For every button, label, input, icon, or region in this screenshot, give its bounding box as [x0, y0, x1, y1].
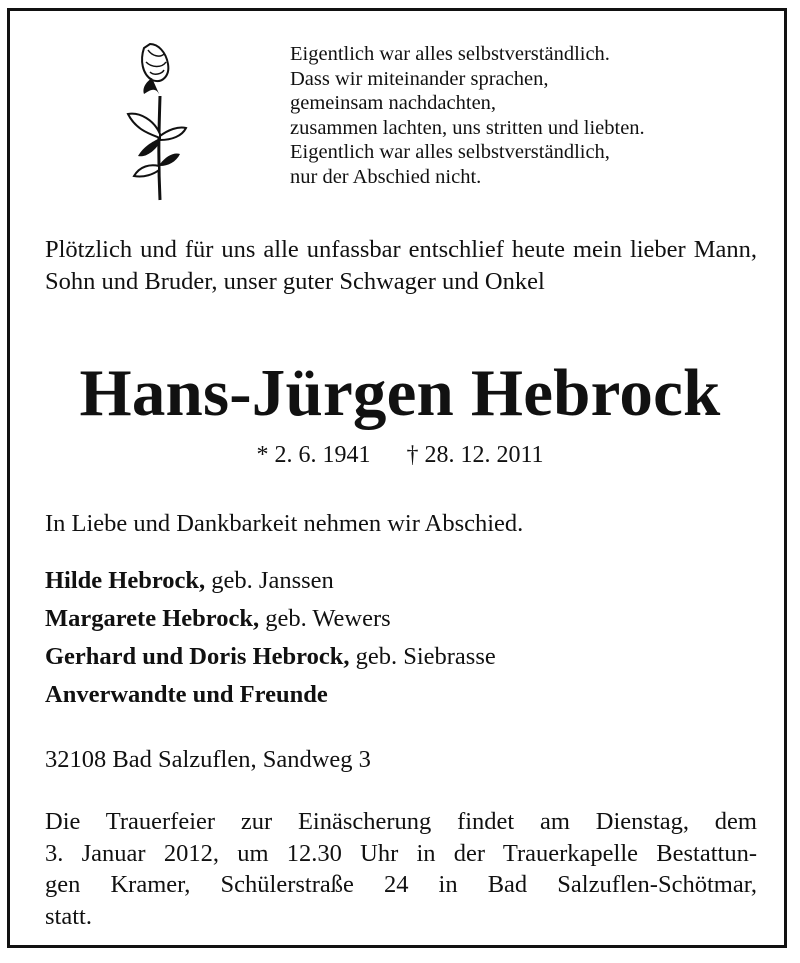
deceased-name: Hans-Jürgen Hebrock: [79, 356, 721, 430]
mourner-entry: [45, 638, 496, 676]
mourner-maiden-name: geb. Wewers: [259, 605, 391, 632]
poem-line: Dass wir miteinander sprachen,: [290, 67, 549, 90]
mourner-name: Hilde Hebrock,: [45, 567, 206, 594]
poem-line: nur der Abschied nicht.: [290, 165, 482, 188]
poem-line: zusammen lachten, uns stritten und liebten.: [290, 116, 645, 139]
intro-text: Plötzlich und für uns alle unfassbar entschlief heute mein lieber Mann, Sohn und Bruder, unser guter Schwager und Onkel: [45, 236, 757, 295]
poem-line: gemeinsam nachdachten,: [290, 92, 497, 115]
farewell-text: In Liebe und Dankbarkeit nehmen wir Abschied.: [45, 510, 524, 537]
service-line: Die Trauerfeier zur Einäscherung findet am Dienstag, dem: [45, 808, 757, 835]
mourner-entry: [45, 600, 496, 638]
death-date: † 28. 12. 2011: [406, 442, 544, 468]
service-line: gen Kramer, Schülerstraße 24 in Bad Salzuflen-Schötmar,: [45, 871, 757, 898]
birth-date: * 2. 6. 1941: [256, 442, 371, 468]
mourner-name: Anverwandte und Freunde: [45, 681, 328, 708]
mourner-entry: [45, 562, 496, 600]
mourner-entry: [45, 676, 496, 714]
mourner-maiden-name: geb. Janssen: [205, 567, 334, 594]
life-dates: [0, 440, 800, 470]
mourners-list: [45, 562, 496, 714]
mourner-name: Gerhard und Doris Hebrock,: [45, 643, 350, 670]
service-line: 3. Januar 2012, um 12.30 Uhr in der Trauerkapelle Bestattun-: [45, 839, 757, 867]
service-info: [45, 806, 757, 932]
mourner-maiden-name: geb. Siebrasse: [349, 643, 496, 670]
poem-line: Eigentlich war alles selbstverständlich,: [290, 141, 610, 164]
poem-line: Eigentlich war alles selbstverständlich.: [290, 43, 610, 65]
service-line: statt.: [45, 902, 92, 930]
family-address: 32108 Bad Salzuflen, Sandweg 3: [45, 746, 371, 773]
poem: [290, 42, 645, 190]
rose-icon: [122, 38, 190, 206]
mourner-name: Margarete Hebrock,: [45, 605, 260, 632]
